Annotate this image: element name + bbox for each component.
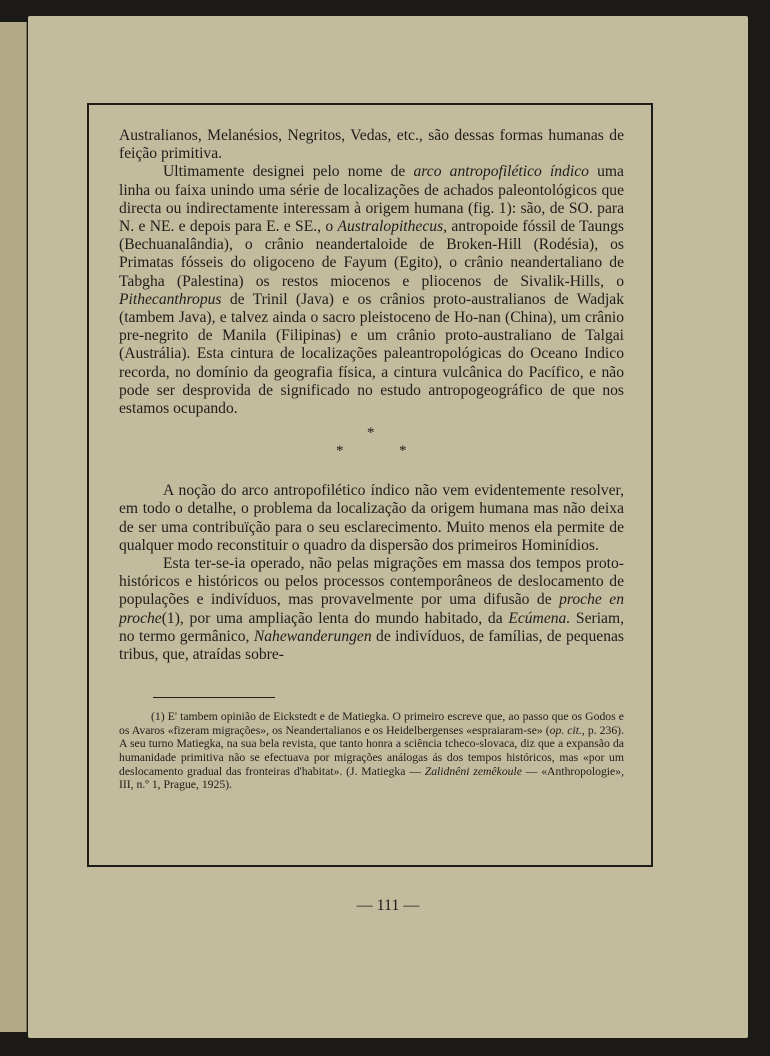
genus-pithecanthropus: Pithecanthropus	[119, 290, 222, 308]
paragraph-3: A noção do arco antropofilético índico não vem evidentemente resolver, em todo o detalhe, o problema da localização da origem humana mas não deixa de ser uma contribuïção para o seu esclarecimento. Muito menos ela permite de qualquer modo reconstituir o quadro da dispersão dos primeiros Hominídios.	[119, 482, 624, 554]
page-number: — 111 —	[356, 897, 420, 914]
facing-page-edge	[0, 22, 27, 1032]
term-arco: arco antropofilético índico	[413, 163, 589, 181]
book-page	[28, 16, 748, 1038]
footnote: (1) E' tambem opinião de Eickstedt e de Matiegka. O primeiro escreve que, ao passo que os Godos e os Avaros «fizeram migrações», os Neandertalianos e os Heidelbergenses «espraiaram-se» (op. cit., p. 236). A seu turno Matiegka, na sua bela revista, que tanto honra a sciência tcheco-slovaca, diz que a expansão da humanidade primitiva não se efectuava por migrações análogas ás dos tempos históricos, mas «por um deslocamento gradual das fronteiras d'habitat». (J. Matiegka — Zalidnêni zemêkoule — «Anthropologie», III, n.º 1, Prague, 1925).	[119, 710, 624, 792]
asterisk: *	[399, 443, 407, 460]
text-frame	[87, 103, 653, 867]
footnote-reference: (1)	[161, 609, 180, 627]
cited-title: Zalidnêni zemêkoule	[424, 764, 522, 778]
genus-australopithecus: Australopithecus,	[337, 218, 448, 236]
paragraph-4: Esta ter-se-ia operado, não pelas migrações em massa dos tempos proto-históricos e históricos ou pelos processos contemporâneos de deslocamento de populações e indivíduos, mas provavelmente por uma difusão de proche en proche(1), por uma ampliação lenta do mundo habitado, da Ecúmena. Seriam, no termo germânico, Nahewanderungen de indivíduos, de famílias, de pequenas tribus, que, atraídas sobre-	[119, 555, 625, 664]
main-text	[119, 127, 624, 792]
term-ecumena: Ecúmena.	[508, 609, 571, 627]
asterisk: *	[336, 443, 344, 460]
asterisk: *	[367, 425, 375, 442]
paragraph-1: Australianos, Melanésios, Negritos, Vedas, etc., são dessas formas humanas de feição primitiva.	[119, 127, 624, 163]
term-nahewanderungen: Nahewanderungen	[253, 627, 372, 645]
citation-op-cit: op. cit.,	[549, 723, 585, 737]
phrase-proche-en-proche: proche en proche	[119, 591, 625, 627]
footnote-rule	[153, 697, 275, 698]
paragraph-2: Ultimamente designei pelo nome de arco antropofilético índico uma linha ou faixa unindo uma série de localizações de achados paleontológicos que directa ou indirectamente interessam à origem humana (fig. 1): são, de SO. para N. e NE. e depois para E. e SE., o Australopithecus, antropoide fóssil de Taungs (Bechuanalândia), o crânio neandertaloide de Broken-Hill (Rodésia), os Primatas fósseis do oligoceno de Fayum (Egito), o crânio neandertaliano de Tabgha (Palestina) os restos miocenos e pliocenos de Sivalik-Hills, o Pithecanthropus de Trinil (Java) e os crânios proto-australianos de Wadjak (tambem Java), e talvez ainda o sacro pleistoceno de Ho-nan (China), um crânio pre-negrito de Manila (Filipinas) e um crânio proto-australiano de Talgai (Austrália). Esta cintura de localizações paleantropológicas do Oceano Indico recorda, no domínio da geografia física, a cintura vulcânica do Pacífico, e não pode ser desprovida de significado no estudo antropogeográfico de que nos estamos ocupando.	[119, 163, 625, 418]
section-separator	[119, 424, 624, 472]
